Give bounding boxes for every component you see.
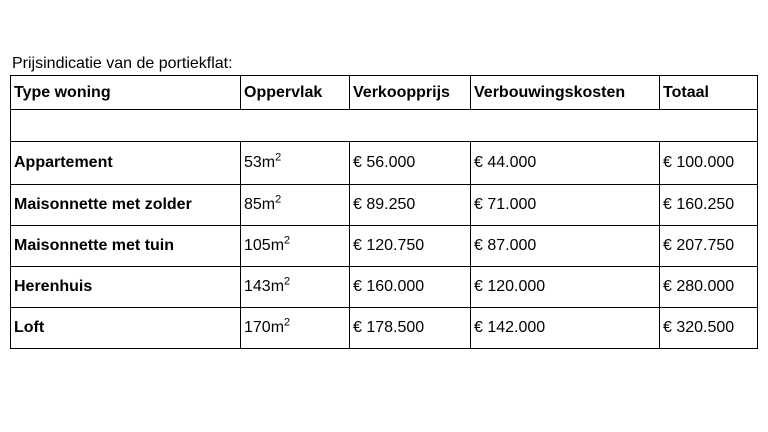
cell-renovation-cost: € 44.000 <box>471 142 660 185</box>
cell-renovation-cost: € 71.000 <box>471 185 660 226</box>
cell-area <box>241 308 350 349</box>
cell-renovation-cost: € 142.000 <box>471 308 660 349</box>
table-row <box>11 308 758 349</box>
area-unit-superscript: 2 <box>284 316 291 329</box>
area-unit-superscript: 2 <box>275 193 282 206</box>
cell-type: Maisonnette met tuin <box>11 226 241 267</box>
cell-total: € 280.000 <box>660 267 758 308</box>
cell-total: € 207.750 <box>660 226 758 267</box>
area-unit-superscript: 2 <box>284 275 291 288</box>
header-renovation-cost: Verbouwingskosten <box>471 76 660 110</box>
table-row <box>11 142 758 185</box>
cell-type: Appartement <box>11 142 241 185</box>
header-row <box>11 76 758 110</box>
table-row <box>11 226 758 267</box>
empty-row <box>11 110 758 142</box>
header-sale-price: Verkoopprijs <box>350 76 471 110</box>
cell-sale-price: € 56.000 <box>350 142 471 185</box>
header-area: Oppervlak <box>241 76 350 110</box>
cell-area <box>241 185 350 226</box>
cell-sale-price: € 120.750 <box>350 226 471 267</box>
table-row <box>11 267 758 308</box>
area-value: 53m <box>244 154 276 171</box>
area-value: 143m <box>244 278 285 295</box>
area-value: 85m <box>244 196 276 213</box>
cell-type: Loft <box>11 308 241 349</box>
cell-area <box>241 142 350 185</box>
area-value: 105m <box>244 237 285 254</box>
empty-cell <box>11 110 758 142</box>
cell-area <box>241 226 350 267</box>
cell-renovation-cost: € 120.000 <box>471 267 660 308</box>
cell-sale-price: € 89.250 <box>350 185 471 226</box>
header-total: Totaal <box>660 76 758 110</box>
cell-total: € 320.500 <box>660 308 758 349</box>
cell-sale-price: € 178.500 <box>350 308 471 349</box>
area-unit-superscript: 2 <box>284 234 291 247</box>
cell-total: € 160.250 <box>660 185 758 226</box>
area-value: 170m <box>244 319 285 336</box>
header-type: Type woning <box>11 76 241 110</box>
cell-renovation-cost: € 87.000 <box>471 226 660 267</box>
cell-sale-price: € 160.000 <box>350 267 471 308</box>
price-table <box>10 75 758 349</box>
cell-total: € 100.000 <box>660 142 758 185</box>
table-caption: Prijsindicatie van de portiekflat: <box>12 55 233 72</box>
area-unit-superscript: 2 <box>275 151 282 164</box>
table-row <box>11 185 758 226</box>
cell-type: Herenhuis <box>11 267 241 308</box>
cell-type: Maisonnette met zolder <box>11 185 241 226</box>
cell-area <box>241 267 350 308</box>
